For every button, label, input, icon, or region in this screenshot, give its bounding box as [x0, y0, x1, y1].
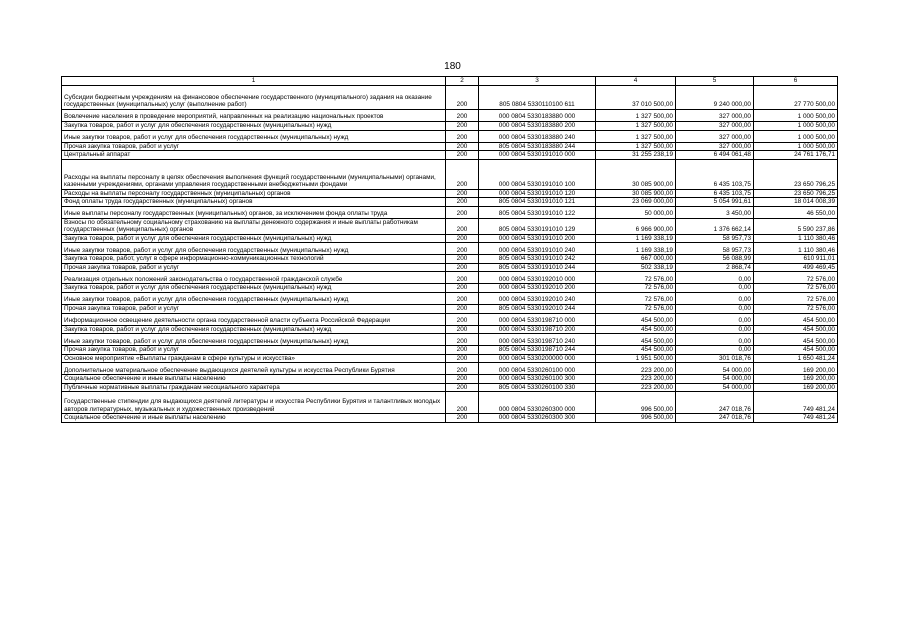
row-col2: 200: [446, 198, 479, 207]
row-value-6: 23 650 796,25: [754, 189, 838, 198]
row-code: 000 0804 5330191010 120: [479, 189, 596, 198]
row-code: 805 0804 5330192010 244: [479, 305, 596, 314]
row-col2: 200: [446, 375, 479, 384]
row-description: Государственные стипендии для выдающихся деятелей литературы и искусства Республики Бурятия и талантливых молодых авторов литературных, музыкальных и художественных произведений: [62, 392, 446, 414]
row-code: 000 0804 5330260100 300: [479, 375, 596, 384]
table-row: [62, 414, 838, 423]
row-code: 805 0804 5330191010 122: [479, 206, 596, 218]
row-col2: 200: [446, 272, 479, 284]
table-row: [62, 346, 838, 355]
table-row: [62, 392, 838, 414]
row-description: Закупка товаров, работ и услуг для обеспечения государственных (муниципальных) нужд: [62, 122, 446, 131]
row-col2: 200: [446, 284, 479, 293]
row-col2: 200: [446, 334, 479, 346]
row-col2: 200: [446, 130, 479, 142]
row-value-6: 24 761 176,71: [754, 151, 838, 160]
row-col2: 200: [446, 122, 479, 131]
row-value-4: 72 576,00: [596, 284, 676, 293]
column-header: 6: [754, 77, 838, 86]
table-row: [62, 243, 838, 255]
row-value-4: 454 500,00: [596, 313, 676, 325]
row-value-5: 5 054 991,61: [676, 198, 754, 207]
row-col2: 200: [446, 255, 479, 264]
row-col2: 200: [446, 243, 479, 255]
row-value-6: 454 500,00: [754, 346, 838, 355]
row-value-6: 1 110 380,46: [754, 234, 838, 243]
row-code: 805 0804 5330191010 129: [479, 218, 596, 234]
row-col2: 200: [446, 383, 479, 392]
row-value-5: 58 957,73: [676, 243, 754, 255]
row-description: Субсидии бюджетным учреждениям на финансовое обеспечение государственного (муниципального) задания на оказание государственных (муниципальных) услуг (выполнение работ): [62, 86, 446, 110]
table-row: [62, 305, 838, 314]
row-col2: 200: [446, 159, 479, 189]
row-value-6: 1 000 500,00: [754, 130, 838, 142]
table-row: [62, 189, 838, 198]
row-code: 000 0804 5330191010 200: [479, 234, 596, 243]
row-value-5: 0,00: [676, 284, 754, 293]
table-row: [62, 110, 838, 122]
table-row: [62, 142, 838, 151]
row-col2: 200: [446, 354, 479, 363]
row-col2: 200: [446, 234, 479, 243]
row-value-5: 0,00: [676, 334, 754, 346]
row-description: Прочая закупка товаров, работ и услуг: [62, 305, 446, 314]
row-col2: 200: [446, 142, 479, 151]
row-value-5: 327 000,00: [676, 130, 754, 142]
row-value-5: 2 868,74: [676, 263, 754, 272]
row-value-6: 46 550,00: [754, 206, 838, 218]
row-description: Иные закупки товаров, работ и услуг для обеспечения государственных (муниципальных) нужд: [62, 334, 446, 346]
row-col2: 200: [446, 313, 479, 325]
row-code: 805 0804 5330191010 242: [479, 255, 596, 264]
row-code: 000 0804 5330200000 000: [479, 354, 596, 363]
row-value-4: 1 951 500,00: [596, 354, 676, 363]
row-description: Расходы на выплаты персоналу государственных (муниципальных) органов: [62, 189, 446, 198]
column-header: 4: [596, 77, 676, 86]
row-value-4: 1 327 500,00: [596, 110, 676, 122]
row-value-5: 6 435 103,75: [676, 189, 754, 198]
row-value-6: 1 110 380,46: [754, 243, 838, 255]
row-description: Иные выплаты персоналу государственных (муниципальных) органов, за исключением фонда оплаты труда: [62, 206, 446, 218]
row-col2: 200: [446, 305, 479, 314]
row-col2: 200: [446, 151, 479, 160]
row-value-6: 5 590 237,86: [754, 218, 838, 234]
row-description: Иные закупки товаров, работ и услуг для обеспечения государственных (муниципальных) нужд: [62, 293, 446, 305]
column-header: 2: [446, 77, 479, 86]
row-value-4: 996 500,00: [596, 414, 676, 423]
row-code: 000 0804 5330260300 000: [479, 392, 596, 414]
table-row: [62, 284, 838, 293]
row-code: 805 0804 5330198710 244: [479, 346, 596, 355]
table-row: [62, 255, 838, 264]
budget-table: [61, 76, 838, 423]
row-value-6: 72 576,00: [754, 293, 838, 305]
row-value-6: 454 500,00: [754, 334, 838, 346]
row-value-6: 169 200,00: [754, 383, 838, 392]
row-code: 805 0804 5330260100 330: [479, 383, 596, 392]
row-value-5: 9 240 000,00: [676, 86, 754, 110]
row-col2: 200: [446, 206, 479, 218]
row-value-4: 72 576,00: [596, 305, 676, 314]
row-value-4: 72 576,00: [596, 272, 676, 284]
row-value-4: 223 200,00: [596, 375, 676, 384]
row-description: Вовлечение населения в проведение мероприятий, направленных на реализацию национальных проектов: [62, 110, 446, 122]
row-code: 805 0804 5330183880 244: [479, 142, 596, 151]
row-description: Закупка товаров, работ и услуг для обеспечения государственных (муниципальных) нужд: [62, 284, 446, 293]
table-row: [62, 313, 838, 325]
row-description: Прочая закупка товаров, работ и услуг: [62, 142, 446, 151]
row-description: Взносы по обязательному социальному страхованию на выплаты денежного содержания и иные выплаты работникам государственных (муниципальных) органов: [62, 218, 446, 234]
row-value-4: 31 255 238,19: [596, 151, 676, 160]
table-row: [62, 375, 838, 384]
row-code: 000 0804 5330192010 000: [479, 272, 596, 284]
table-row: [62, 234, 838, 243]
row-value-4: 223 200,00: [596, 383, 676, 392]
row-value-6: 72 576,00: [754, 305, 838, 314]
row-code: 000 0804 5330192010 200: [479, 284, 596, 293]
row-value-4: 50 000,00: [596, 206, 676, 218]
row-col2: 200: [446, 346, 479, 355]
row-description: Закупка товаров, работ, услуг в сфере информационно-коммуникационных технологий: [62, 255, 446, 264]
row-code: 000 0804 5330260100 000: [479, 363, 596, 375]
row-code: 000 0804 5330191010 000: [479, 151, 596, 160]
row-value-5: 327 000,00: [676, 142, 754, 151]
row-value-6: 1 000 500,00: [754, 122, 838, 131]
table-row: [62, 363, 838, 375]
row-value-5: 0,00: [676, 313, 754, 325]
row-value-6: 72 576,00: [754, 272, 838, 284]
row-value-5: 327 000,00: [676, 110, 754, 122]
row-code: 805 0804 5330110100 611: [479, 86, 596, 110]
row-value-5: 0,00: [676, 293, 754, 305]
row-value-6: 27 770 500,00: [754, 86, 838, 110]
row-code: 000 0804 5330183880 200: [479, 122, 596, 131]
row-value-4: 23 069 000,00: [596, 198, 676, 207]
table-row: [62, 130, 838, 142]
row-code: 000 0804 5330191010 100: [479, 159, 596, 189]
row-value-4: 6 966 900,00: [596, 218, 676, 234]
row-value-5: 247 018,76: [676, 392, 754, 414]
row-description: Центральный аппарат: [62, 151, 446, 160]
row-value-4: 30 085 900,00: [596, 159, 676, 189]
row-description: Иные закупки товаров, работ и услуг для обеспечения государственных (муниципальных) нужд: [62, 243, 446, 255]
row-value-5: 1 376 662,14: [676, 218, 754, 234]
row-value-5: 56 088,99: [676, 255, 754, 264]
row-description: Расходы на выплаты персоналу в целях обеспечения выполнения функций государственными (муниципальными) органами, казенными учреждениями, органами управления государственными внебюджетными фондами: [62, 159, 446, 189]
row-value-5: 54 000,00: [676, 363, 754, 375]
row-value-4: 667 000,00: [596, 255, 676, 264]
row-code: 000 0804 5330192010 240: [479, 293, 596, 305]
row-description: Основное мероприятие «Выплаты гражданам в сфере культуры и искусства»: [62, 354, 446, 363]
row-value-5: 247 018,76: [676, 414, 754, 423]
row-value-5: 58 957,73: [676, 234, 754, 243]
table-row: [62, 218, 838, 234]
table-row: [62, 263, 838, 272]
row-description: Публичные нормативные выплаты гражданам несоциального характера: [62, 383, 446, 392]
row-value-6: 499 469,45: [754, 263, 838, 272]
row-description: Закупка товаров, работ и услуг для обеспечения государственных (муниципальных) нужд: [62, 234, 446, 243]
table-header-row: [62, 77, 838, 86]
row-code: 000 0804 5330198710 200: [479, 325, 596, 334]
row-value-4: 72 576,00: [596, 293, 676, 305]
table-row: [62, 354, 838, 363]
row-description: Информационное освещение деятельности органа государственной власти субъекта Российской Федерации: [62, 313, 446, 325]
row-description: Иные закупки товаров, работ и услуг для обеспечения государственных (муниципальных) нужд: [62, 130, 446, 142]
row-description: Дополнительное материальное обеспечение выдающихся деятелей культуры и искусства Республики Бурятия: [62, 363, 446, 375]
row-value-5: 3 450,00: [676, 206, 754, 218]
table-row: [62, 272, 838, 284]
table-row: [62, 334, 838, 346]
row-value-4: 454 500,00: [596, 334, 676, 346]
row-value-6: 1 000 500,00: [754, 110, 838, 122]
row-description: Социальное обеспечение и иные выплаты населению: [62, 414, 446, 423]
row-value-6: 1 650 481,24: [754, 354, 838, 363]
row-code: 000 0804 5330198710 240: [479, 334, 596, 346]
row-code: 000 0804 5330191010 240: [479, 243, 596, 255]
row-col2: 200: [446, 218, 479, 234]
table-row: [62, 206, 838, 218]
row-description: Реализация отдельных положений законодательства о государственной гражданской службе: [62, 272, 446, 284]
row-value-5: 0,00: [676, 346, 754, 355]
row-value-4: 223 200,00: [596, 363, 676, 375]
row-col2: 200: [446, 86, 479, 110]
row-col2: 200: [446, 414, 479, 423]
row-value-6: 749 481,24: [754, 392, 838, 414]
row-col2: 200: [446, 363, 479, 375]
table-row: [62, 198, 838, 207]
row-code: 000 0804 5330260300 300: [479, 414, 596, 423]
row-code: 000 0804 5330183880 240: [479, 130, 596, 142]
row-value-5: 0,00: [676, 325, 754, 334]
row-value-4: 996 500,00: [596, 392, 676, 414]
row-value-5: 0,00: [676, 272, 754, 284]
column-header: 1: [62, 77, 446, 86]
row-col2: 200: [446, 263, 479, 272]
row-value-5: 6 435 103,75: [676, 159, 754, 189]
row-value-5: 54 000,00: [676, 375, 754, 384]
row-value-5: 301 018,76: [676, 354, 754, 363]
table-body: [62, 86, 838, 423]
row-value-5: 0,00: [676, 305, 754, 314]
row-description: Фонд оплаты труда государственных (муниципальных) органов: [62, 198, 446, 207]
row-value-6: 454 500,00: [754, 325, 838, 334]
row-value-4: 1 327 500,00: [596, 130, 676, 142]
row-value-6: 169 200,00: [754, 363, 838, 375]
row-description: Прочая закупка товаров, работ и услуг: [62, 346, 446, 355]
row-value-6: 749 481,24: [754, 414, 838, 423]
row-col2: 200: [446, 293, 479, 305]
row-col2: 200: [446, 392, 479, 414]
row-value-6: 72 576,00: [754, 284, 838, 293]
row-code: 805 0804 5330191010 244: [479, 263, 596, 272]
row-col2: 200: [446, 189, 479, 198]
page-number: 180: [444, 61, 461, 72]
row-value-6: 454 500,00: [754, 313, 838, 325]
row-value-4: 37 010 500,00: [596, 86, 676, 110]
row-value-5: 6 494 061,48: [676, 151, 754, 160]
row-value-6: 610 911,01: [754, 255, 838, 264]
table-row: [62, 325, 838, 334]
row-col2: 200: [446, 110, 479, 122]
table-row: [62, 293, 838, 305]
row-description: Социальное обеспечение и иные выплаты населению: [62, 375, 446, 384]
row-value-4: 1 169 338,19: [596, 243, 676, 255]
row-value-4: 1 327 500,00: [596, 122, 676, 131]
row-col2: 200: [446, 325, 479, 334]
table-row: [62, 151, 838, 160]
row-value-4: 1 327 500,00: [596, 142, 676, 151]
row-value-6: 1 000 500,00: [754, 142, 838, 151]
table-row: [62, 86, 838, 110]
row-code: 000 0804 5330198710 000: [479, 313, 596, 325]
column-header: 5: [676, 77, 754, 86]
row-code: 805 0804 5330191010 121: [479, 198, 596, 207]
row-value-4: 502 338,19: [596, 263, 676, 272]
row-value-6: 169 200,00: [754, 375, 838, 384]
row-description: Закупка товаров, работ и услуг для обеспечения государственных (муниципальных) нужд: [62, 325, 446, 334]
row-value-5: 54 000,00: [676, 383, 754, 392]
row-value-4: 454 500,00: [596, 325, 676, 334]
row-value-4: 454 500,00: [596, 346, 676, 355]
row-value-5: 327 000,00: [676, 122, 754, 131]
table-row: [62, 159, 838, 189]
row-value-6: 18 014 008,39: [754, 198, 838, 207]
row-value-4: 1 169 338,19: [596, 234, 676, 243]
table-row: [62, 383, 838, 392]
row-description: Прочая закупка товаров, работ и услуг: [62, 263, 446, 272]
row-code: 000 0804 5330183880 000: [479, 110, 596, 122]
row-value-6: 23 650 796,25: [754, 159, 838, 189]
column-header: 3: [479, 77, 596, 86]
table-row: [62, 122, 838, 131]
row-value-4: 30 085 900,00: [596, 189, 676, 198]
